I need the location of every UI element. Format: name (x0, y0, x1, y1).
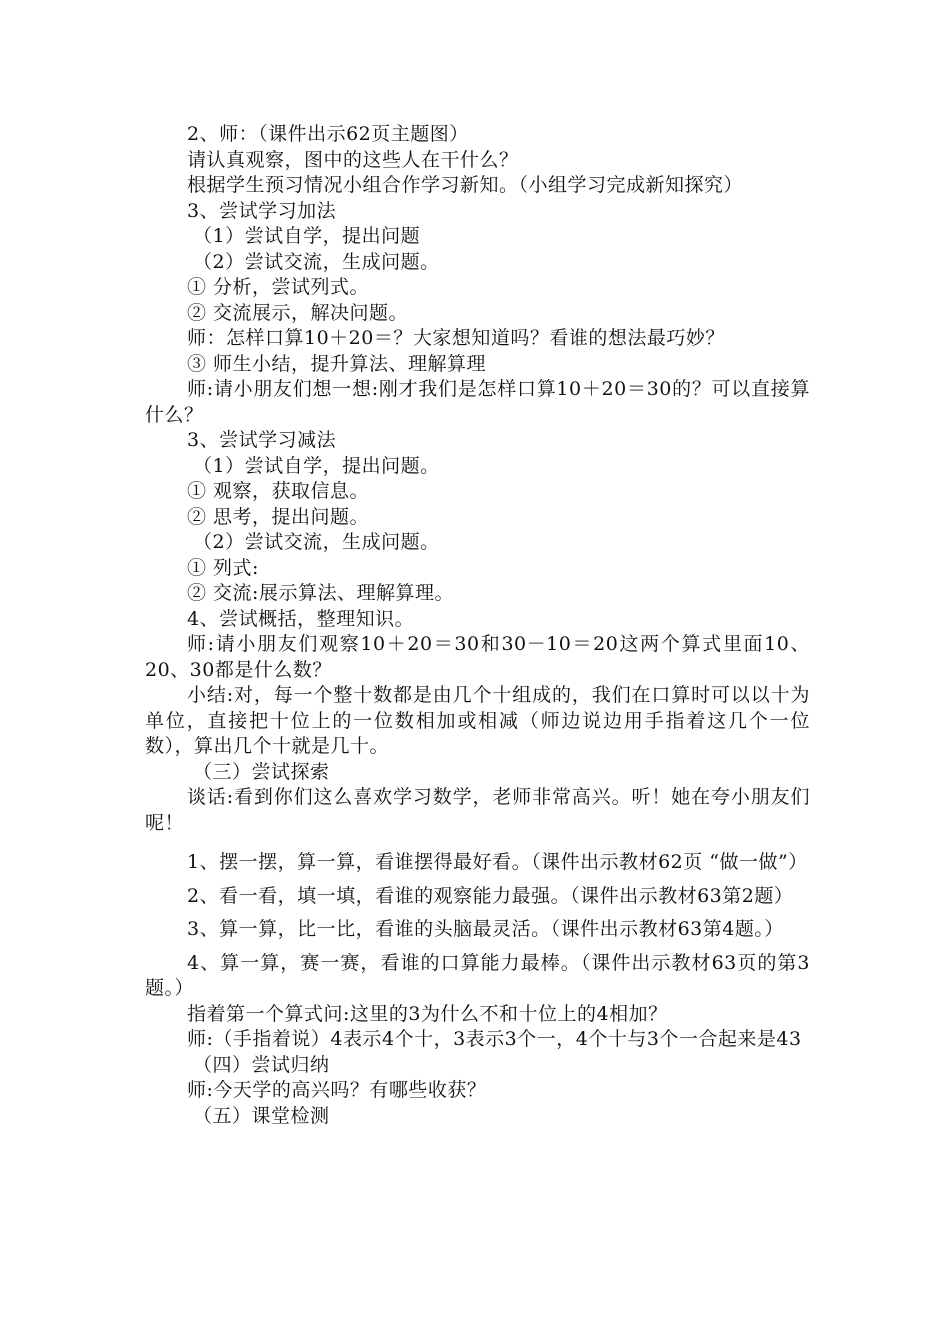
paragraph: 师:请小朋友们观察10＋20＝30和30－10＝20这两个算式里面10、20、30都是什么数？ (145, 633, 810, 681)
section-heading: （四）尝试归纳 (193, 1053, 330, 1076)
paragraph: 4、算一算，赛一赛，看谁的口算能力最棒。（课件出示教材63页的第3题。） (145, 951, 810, 999)
list-item: ② 思考，提出问题。 (187, 505, 370, 528)
paragraph: 谈话:看到你们这么喜欢学习数学，老师非常高兴。听！她在夸小朋友们呢！ (145, 786, 810, 834)
paragraph: 指着第一个算式问:这里的3为什么不和十位上的4相加？ (187, 1002, 668, 1025)
paragraph: 2、看一看，填一填，看谁的观察能力最强。（课件出示教材63第2题） (187, 884, 794, 907)
paragraph: 根据学生预习情况小组合作学习新知。（小组学习完成新知探究） (187, 174, 744, 196)
paragraph: （1）尝试自学，提出问题。 (193, 454, 440, 477)
document-body (145, 122, 810, 1129)
section-heading: 3、尝试学习加法 (187, 199, 337, 222)
list-item: ① 观察，获取信息。 (187, 480, 370, 502)
paragraph: （2）尝试交流，生成问题。 (193, 250, 440, 273)
paragraph: 师：怎样口算10＋20＝？大家想知道吗？看谁的想法最巧妙？ (187, 327, 725, 349)
paragraph: （1）尝试自学，提出问题 (193, 225, 421, 247)
paragraph: 师:请小朋友们想一想:刚才我们是怎样口算10＋20＝30的？可以直接算什么？ (145, 378, 810, 426)
section-heading: 3、尝试学习减法 (187, 429, 337, 451)
list-item: ① 分析，尝试列式。 (187, 276, 370, 298)
section-heading: 4、尝试概括，整理知识。 (187, 607, 415, 630)
paragraph: （2）尝试交流，生成问题。 (193, 531, 440, 553)
section-heading: （五）课堂检测 (193, 1104, 330, 1127)
paragraph: 小结:对，每一个整十数都是由几个十组成的，我们在口算时可以以十为单位，直接把十位上的一位数相加或相减（师边说边用手指着这几个一位数），算出几个十就是几十。 (145, 684, 810, 757)
section-heading: （三）尝试探索 (193, 760, 330, 783)
paragraph: 3、算一算，比一比，看谁的头脑最灵活。（课件出示教材63第4题。） (187, 918, 784, 940)
list-item: ② 交流:展示算法、理解算理。 (187, 582, 454, 604)
paragraph: 请认真观察，图中的这些人在干什么？ (187, 148, 519, 171)
paragraph: 1、摆一摆，算一算，看谁摆得最好看。（课件出示教材62页 “做一做”） (187, 851, 808, 873)
list-item: ① 列式: (187, 556, 259, 579)
paragraph: 师:今天学的高兴吗？有哪些收获？ (187, 1079, 487, 1101)
list-item: ② 交流展示，解决问题。 (187, 301, 409, 324)
list-item: ③ 师生小结，提升算法、理解算理 (187, 352, 487, 375)
paragraph: 2、师：（课件出示62页主题图） (187, 123, 469, 145)
paragraph: 师:（手指着说）4表示4个十，3表示3个一，4个十与3个一合起来是43 (187, 1028, 802, 1050)
